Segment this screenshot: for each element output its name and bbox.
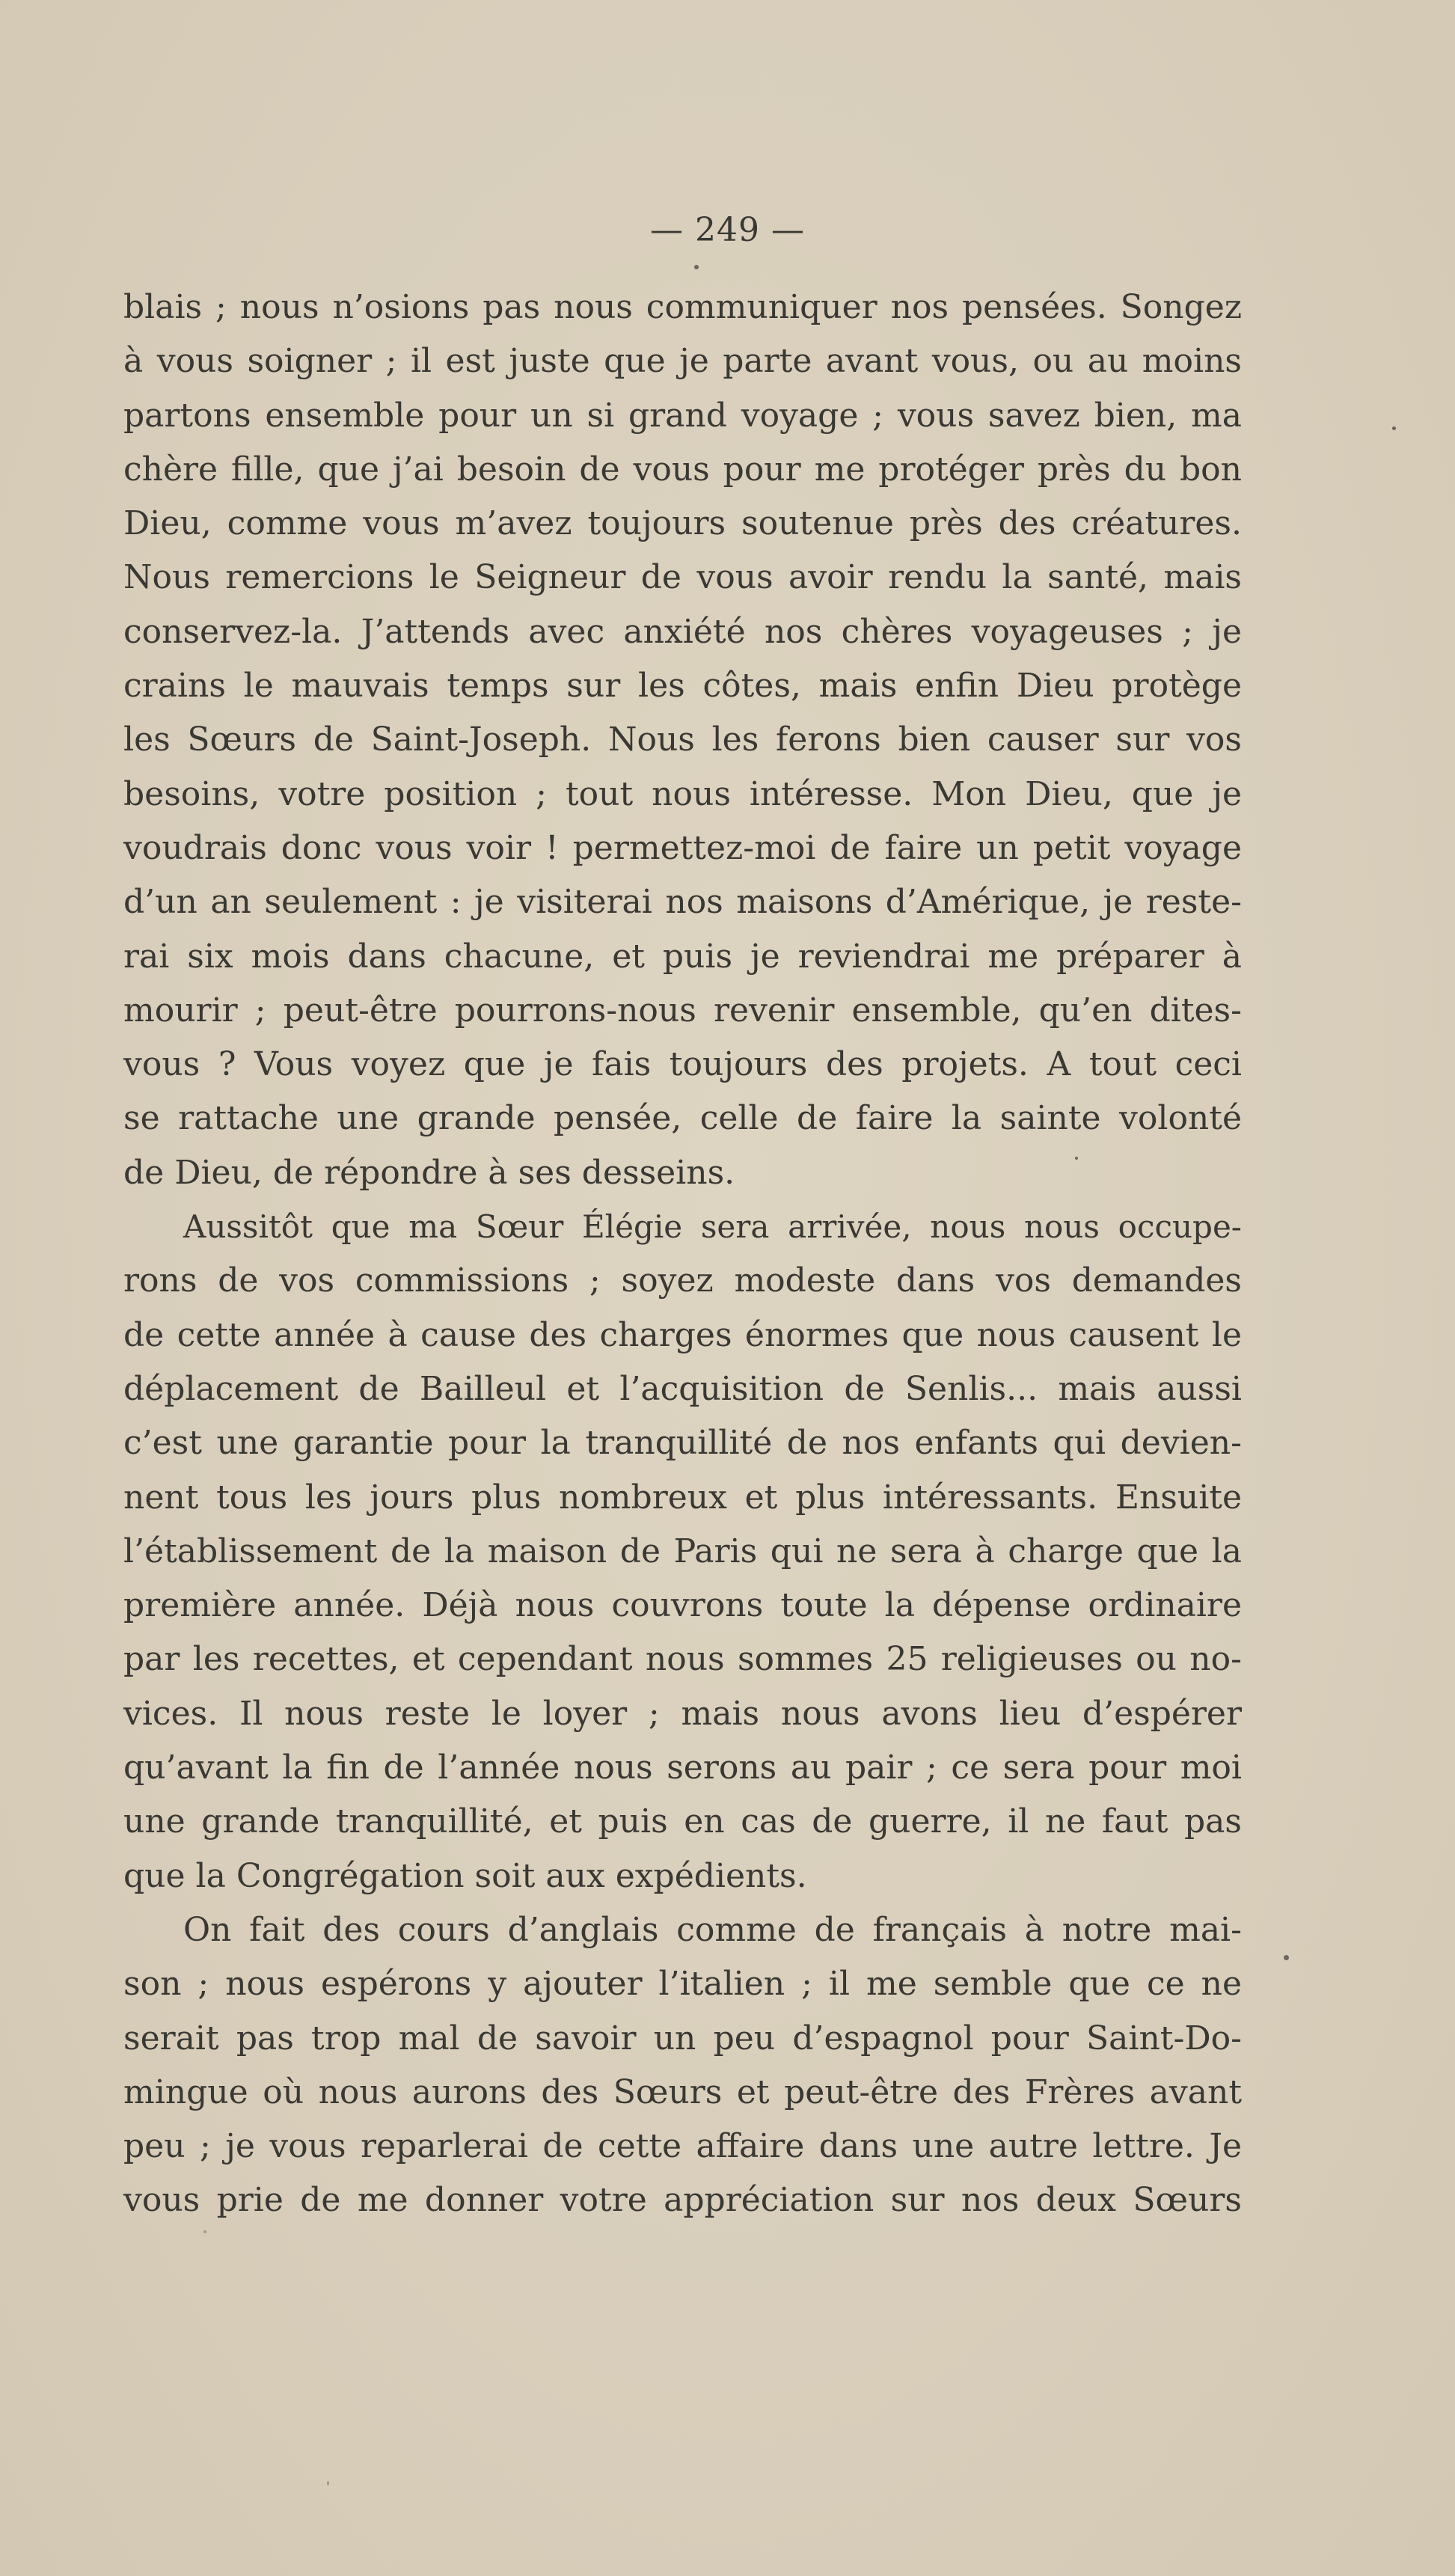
text-line: déplacement de Bailleul et l’acquisition de Senlis... mais aussi: [123, 1369, 1242, 1408]
print-speck: [203, 2230, 206, 2233]
print-speck: [694, 265, 699, 269]
print-speck: [1284, 1955, 1289, 1960]
text-line: c’est une garantie pour la tranquillité de nos enfants qui devien-: [123, 1424, 1242, 1463]
text-line: se rattache une grande pensée, celle de faire la sainte volonté: [123, 1099, 1242, 1138]
text-line: mingue où nous aurons des Sœurs et peut-être des Frères avant: [123, 2072, 1242, 2111]
text-line: qu’avant la fin de l’année nous serons au pair ; ce sera pour moi: [123, 1749, 1242, 1787]
text-line: conservez-la. J’attends avec anxiété nos chères voyageuses ; je: [123, 612, 1242, 651]
text-line: à vous soigner ; il est juste que je parte avant vous, ou au moins: [123, 342, 1242, 381]
text-line: les Sœurs de Saint-Joseph. Nous les ferons bien causer sur vos: [123, 721, 1242, 759]
text-line: son ; nous espérons y ajouter l’italien ; il me semble que ce ne: [123, 1965, 1242, 2004]
page-number: — 249 —: [650, 211, 805, 249]
text-line: d’un an seulement : je visiterai nos maisons d’Amérique, je reste-: [123, 883, 1242, 922]
print-speck: [1392, 426, 1396, 430]
text-line: vous ? Vous voyez que je fais toujours des projets. A tout ceci: [123, 1045, 1242, 1084]
print-speck: [1075, 1157, 1078, 1160]
text-line: serait pas trop mal de savoir un peu d’espagnol pour Saint-Do-: [123, 2019, 1242, 2058]
text-line: que la Congrégation soit aux expédients.: [123, 1856, 807, 1895]
text-line: nent tous les jours plus nombreux et plus intéressants. Ensuite: [123, 1478, 1242, 1517]
text-line: besoins, votre position ; tout nous intéresse. Mon Dieu, que je: [123, 774, 1242, 813]
text-line: voudrais donc vous voir ! permettez-moi de faire un petit voyage: [123, 828, 1242, 867]
text-line: de Dieu, de répondre à ses desseins.: [123, 1153, 735, 1192]
text-line: de cette année à cause des charges énormes que nous causent le: [123, 1315, 1242, 1354]
text-line: rai six mois dans chacune, et puis je reviendrai me préparer à: [123, 937, 1242, 976]
text-line: par les recettes, et cependant nous sommes 25 religieuses ou no-: [123, 1640, 1242, 1679]
text-line: crains le mauvais temps sur les côtes, mais enfin Dieu protège: [123, 667, 1242, 706]
print-speck: [327, 2481, 329, 2485]
text-line: une grande tranquillité, et puis en cas de guerre, il ne faut pas: [123, 1802, 1242, 1841]
text-line: mourir ; peut-être pourrons-nous revenir ensemble, qu’en dites-: [123, 991, 1242, 1030]
text-line: rons de vos commissions ; soyez modeste dans vos demandes: [123, 1261, 1242, 1300]
text-line: vous prie de me donner votre appréciation sur nos deux Sœurs: [123, 2181, 1242, 2220]
text-line: vices. Il nous reste le loyer ; mais nous avons lieu d’espérer: [123, 1694, 1242, 1733]
text-line: chère fille, que j’ai besoin de vous pour me protéger près du bon: [123, 450, 1242, 489]
text-line: peu ; je vous reparlerai de cette affaire dans une autre lettre. Je: [123, 2127, 1242, 2166]
text-line: Dieu, comme vous m’avez toujours soutenue près des créatures.: [123, 504, 1242, 543]
text-line: On fait des cours d’anglais comme de français à notre mai-: [183, 1910, 1242, 1949]
text-line: Aussitôt que ma Sœur Élégie sera arrivée, nous nous occupe-: [183, 1208, 1242, 1246]
text-line: l’établissement de la maison de Paris qui ne sera à charge que la: [123, 1532, 1242, 1570]
body-text: [123, 281, 1242, 2228]
text-line: blais ; nous n’osions pas nous communiquer nos pensées. Songez: [123, 288, 1242, 326]
text-line: partons ensemble pour un si grand voyage ; vous savez bien, ma: [123, 396, 1242, 435]
text-line: Nous remercions le Seigneur de vous avoir rendu la santé, mais: [123, 558, 1242, 597]
text-line: première année. Déjà nous couvrons toute la dépense ordinaire: [123, 1586, 1242, 1625]
